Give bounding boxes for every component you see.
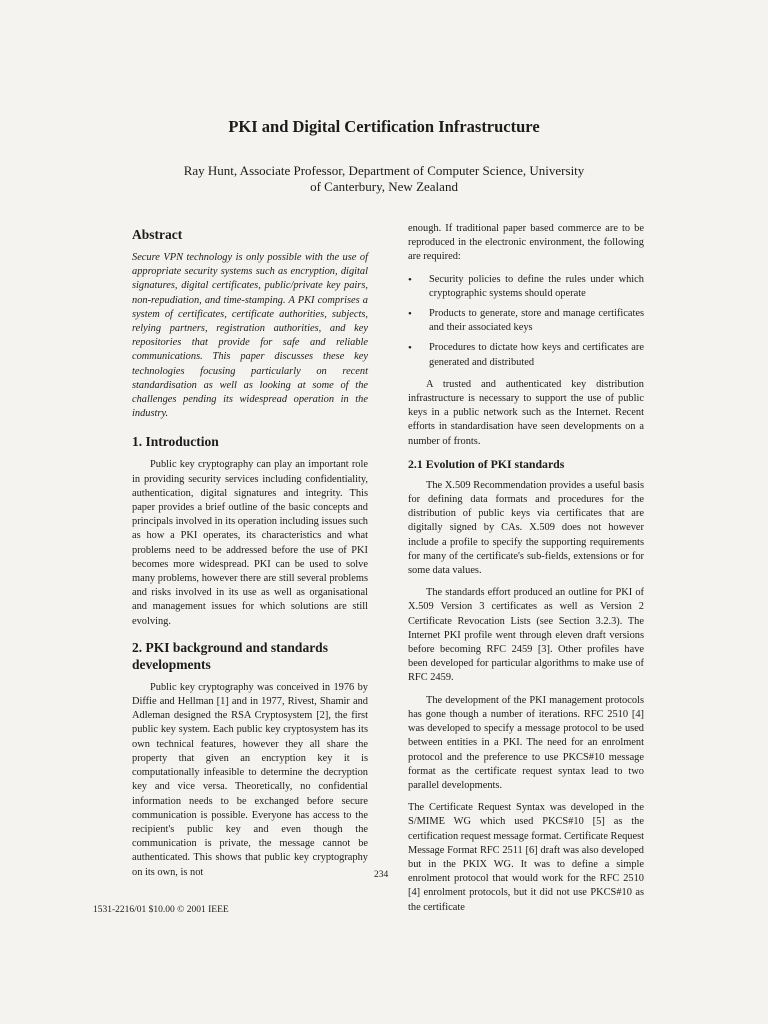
bullet-icon: • bbox=[408, 308, 412, 321]
background-heading: 2. PKI background and standards developments bbox=[132, 639, 328, 672]
development-paragraph: The development of the PKI management protocols has gone though a number of iterations. RFC 2510 [4] was developed to specify a message protocol to be used between entities in a PKI. The need for an enrolment protocol and the preference to use PKCS#10 message format as the certificate request syntax lead to two parallel developments. bbox=[408, 694, 644, 791]
list-item bbox=[408, 307, 644, 335]
list-item-text: Procedures to dictate how keys and certificates are generated and distributed bbox=[429, 342, 644, 368]
introduction-heading: 1. Introduction bbox=[132, 434, 219, 450]
list-item-text: Security policies to define the rules under which cryptographic systems should operate bbox=[429, 273, 644, 299]
list-item-text: Products to generate, store and manage certificates and their associated keys bbox=[429, 308, 644, 334]
x509-paragraph: The X.509 Recommendation provides a useful basis for defining data formats and procedures for the distribution of public keys via certificates that are digitally signed by CAs. X.509 does not however include a profile to specify the supporting requirements for many of the certificate's sub-fields, extensions or for some data values. bbox=[408, 479, 644, 577]
copyright-footer: 1531-2216/01 $10.00 © 2001 IEEE bbox=[93, 905, 229, 915]
author-line-2: of Canterbury, New Zealand bbox=[310, 179, 458, 194]
right-column bbox=[408, 222, 644, 923]
bullet-icon: • bbox=[408, 342, 412, 355]
subsection-heading: 2.1 Evolution of PKI standards bbox=[408, 456, 565, 471]
page-number: 234 bbox=[374, 870, 389, 880]
list-item bbox=[408, 273, 644, 301]
standards-paragraph: The standards effort produced an outline for PKI of X.509 Version 3 certificates as well as Version 2 Certificate Revocation Lists (see Section 3.2.3). The Internet PKI profile went through eleven draft versions before becoming RFC 2459 [3]. Other profiles have been developed for particular algorithms to make use of RFC 2459. bbox=[408, 587, 644, 684]
left-column bbox=[132, 226, 368, 888]
requirements-list bbox=[408, 273, 644, 370]
list-item bbox=[408, 341, 644, 369]
continuation-paragraph: enough. If traditional paper based commerce are to be reproduced in the electronic environment, the following are required: bbox=[408, 223, 644, 263]
introduction-paragraph: Public key cryptography can play an important role in providing security services including confidentiality, authentication, digital signatures and integrity. This paper provides a brief outline of the basic concepts and principals involved in its operation including issues such as how a PKI operates, its characteristics and what problems need to be addressed before the use of PKI becomes more widespread. PKI can be used to solve many problems, however there are still several problems and risks involved in its use as well as organisational and management issues for which solutions are still evolving. bbox=[132, 459, 368, 627]
abstract-heading: Abstract bbox=[132, 227, 183, 242]
crs-paragraph: The Certificate Request Syntax was developed in the S/MIME WG which used PKCS#10 [5] as the certification request message format. Certificate Request Message Format RFC 2511 [6] draft was also developed but in the PKIX WG. It was to define a simple enrolment protocol that would work for the RFC 2510 [4] enrolment protocols, but it did not use PKCS#10 as the certificate bbox=[408, 802, 645, 913]
trusted-paragraph: A trusted and authenticated key distribution infrastructure is necessary to support the use of public keys in a public network such as the Internet. Recent efforts in standardisation have seen developments on a number of fronts. bbox=[408, 378, 644, 447]
abstract-text: Secure VPN technology is only possible with the use of appropriate security systems such as encryption, digital signatures, digital certificates, public/private key pairs, non-repudiation, and time-stamping. A PKI comprises a system of certificates, certificate authorities, subjects, relying partners, registration authorities, and key repositories that provide for safe and reliable communications. This paper discusses these key technologies focusing particularly on recent standardisation as well as looking at some of the challenges pending its widespread operation in the industry. bbox=[132, 252, 368, 420]
author-block bbox=[150, 163, 618, 195]
background-paragraph: Public key cryptography was conceived in 1976 by Diffie and Hellman [1] and in 1977, Rivest, Shamir and Adleman designed the RSA Cryptosystem [2], the first public key system. Each public key cryptosystem has its own technical features, however they all share the property that given an encryption key it is computationally infeasible to determine the decryption key and vice versa. Theoretically, no confidential information needs to be exchanged before secure communication is possible. Everyone has access to the recipient's public key and even though the communication is private, the message cannot be authenticated. This shows that public key cryptography on its own, is not bbox=[132, 681, 368, 878]
bullet-icon: • bbox=[408, 273, 412, 286]
author-line-1: Ray Hunt, Associate Professor, Department of Computer Science, University bbox=[183, 163, 585, 178]
paper-title: PKI and Digital Certification Infrastructure bbox=[228, 117, 540, 136]
